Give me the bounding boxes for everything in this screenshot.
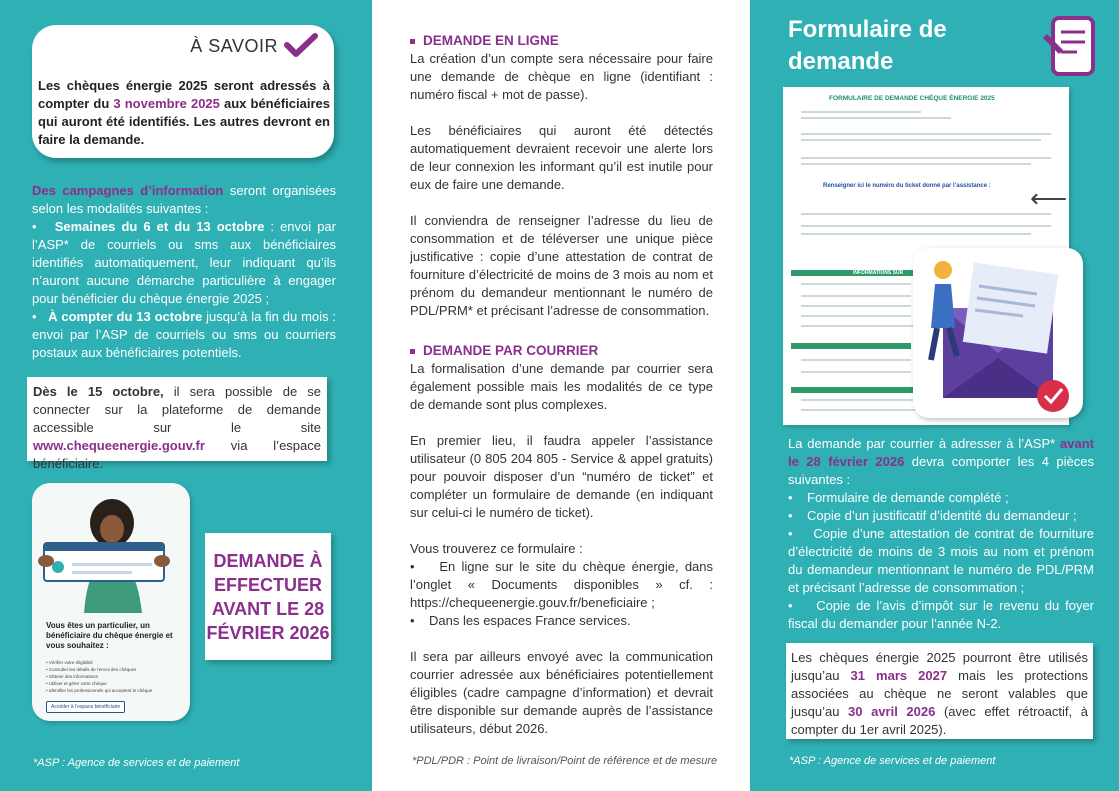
form-line [801, 213, 1051, 215]
oct15-box [27, 377, 327, 471]
piece-item: • Copie de l’avis d’impôt sur le revenu du foyer fiscal du demander pour l’année N-2. [788, 598, 1094, 631]
beneficiaire-card-title: Vous êtes un particulier, un bénéficiaire du chèque énergie et vous souhaitez : [46, 621, 173, 650]
form-doc-title: FORMULAIRE DE DEMANDE CHÈQUE ÉNERGIE 2025 [829, 95, 995, 102]
campagne-bullet-2: • À compter du 13 octobre jusqu’à la fin du mois : envoi par l’ASP de courriels ou sms ou courriers postaux aux bénéficiaires potentiels. [32, 309, 337, 360]
pieces-deadline: avant le 28 février 2026 [788, 436, 1094, 469]
courrier-paragraph-1: La formalisation d’une demande par courrier sera également possible mais les modalités de ce type de demande sont plus complexes. [410, 361, 713, 412]
demande-en-ligne-title [410, 32, 713, 50]
pieces-section [788, 435, 1094, 633]
campagnes-rest: seront organisées selon les modalités suivantes : [32, 183, 337, 216]
right-title [788, 14, 947, 78]
form-line [801, 133, 1051, 135]
list-item-text: Identifier les professionnels qui acceptent le chèque [48, 688, 153, 693]
right-title-line-2: demande [788, 48, 894, 75]
piece-item: • Copie d’une attestation de contrat de fourniture d’électricité de moins de 3 mois au nom et prénom du demandeur mentionnant le numéro de PDL/PRM et précisant l’adresse de consommation ; [788, 526, 1095, 595]
campagnes-lead: Des campagnes d’information [32, 183, 224, 198]
piece-item-text: Copie d’un justificatif d’identité du demandeur ; [807, 508, 1077, 523]
form-line [801, 399, 921, 401]
asp-footnote-left: *ASP : Agence de services et de paiement [33, 757, 240, 769]
list-item-text: Consulter les détails de l’envoi des chèques [48, 667, 137, 672]
beneficiaire-card [32, 483, 190, 721]
campagne-bullet-1: • Semaines du 6 et du 13 octobre : envoi par l’ASP* de courriels ou sms aux bénéficiaires identifiés automatiquement, leur indiquant qu’ils n’auront aucune démarche particulière à engager pour bénéficier du chèque énergie 2025 ; [32, 219, 336, 306]
oct15-bold: Dès le 15 octobre, [33, 384, 164, 399]
bullet2-text: jusqu’à la fin du mois : envoi par l’ASP de courriels ou sms ou courriers postaux aux bénéficiaires potentiels. [32, 309, 337, 360]
form-line [801, 371, 911, 373]
form-line [801, 139, 1041, 141]
checkmark-icon [284, 33, 318, 59]
demande-deadline-text: DEMANDE À EFFECTUER AVANT LE 28 FÉVRIER 2026 [206, 550, 330, 643]
a-savoir-text-end: aux bénéficiaires qui auront été identifiés. Les autres devront en faire la demande. [38, 96, 330, 147]
courrier-paragraph-2: En premier lieu, il faudra appeler l’assistance utilisateur (0 805 204 805 - Service & appel gratuits) pour pouvoir disposer d’un “numéro de ticket” et compléter un formulaire de demande (en indiquant sur celui-ci le numéro de ticket). [410, 433, 713, 520]
right-title-line-1: Formulaire de [788, 16, 947, 43]
a-savoir-date: 3 novembre 2025 [113, 96, 220, 111]
website-link[interactable]: www.chequeenergie.gouv.fr [33, 438, 205, 453]
asp-footnote-right: *ASP : Agence de services et de paiement [789, 755, 996, 767]
a-savoir-text-start: Les chèques énergie 2025 seront adressés à compter du [38, 78, 330, 111]
list-item-text: Utiliser et gérer votre chèque [48, 681, 107, 686]
form-ticket-label: Renseigner ici le numéro du ticket donné par l’assistance : [823, 183, 991, 189]
bullet-square-icon [410, 349, 415, 354]
woman-holding-cheque-illustration [32, 483, 190, 618]
form-line [801, 111, 921, 113]
ligne-paragraph-3: Il conviendra de renseigner l’adresse du lieu de consommation et de téléverser une unique pièce justificative : copie d’une attestation de contrat de fourniture d’électricité de moins de 3 mois au nom et prénom du demandeur mentionnant le numéro de PDL/PRM* et précisant l’adresse de consommation. [410, 213, 713, 318]
piece-item: • Formulaire de demande complété ; [788, 490, 1009, 505]
courrier-paragraph-4: Il sera par ailleurs envoyé avec la communication courrier adressée aux bénéficiaires potentiellement éligibles (cadre campagne d’information) et devrait être disponible sur demande auprès de l’assistance utilisateurs, début 2026. [410, 649, 713, 736]
form-line [801, 325, 921, 327]
form-line [801, 225, 1051, 227]
envelope-check-icon [913, 248, 1083, 418]
bullet2-bold: À compter du 13 octobre [48, 309, 203, 324]
validity-end: (avec effet rétroactif, à compter du 1er avril 2025). [791, 704, 1088, 737]
form-line [801, 117, 951, 119]
form-line [801, 295, 911, 297]
beneficiaire-list [46, 659, 186, 694]
form-section-label: INFORMATIONS SUR [853, 270, 904, 276]
a-savoir-header [190, 33, 318, 59]
form-line [801, 409, 921, 411]
validity-mid: mais les protections associées au chèque ne seront valables que jusqu’au [791, 668, 1088, 719]
validity-date-2: 30 avril 2026 [848, 704, 936, 719]
bullet1-text: : envoi par l’ASP* de courriels ou sms aux bénéficiaires identifiés automatiquement, leur indiquant qu’ils n’auront aucune démarche particulière à engager pour bénéficier du chèque énergie 2025 ; [32, 219, 336, 306]
demande-en-ligne-label: DEMANDE EN LIGNE [423, 33, 559, 48]
list-item: • Identifier les professionnels qui acceptent le chèque [46, 688, 153, 693]
form-line [801, 157, 1051, 159]
form-line [801, 305, 911, 307]
ligne-paragraph-2: Les bénéficiaires qui auront été détectés automatiquement devraient recevoir une alerte lors de leur connexion les informant qu’il est inutile pour eux de faire une demande. [410, 123, 713, 192]
campagnes-intro [32, 182, 336, 218]
list-item: • Utiliser et gérer votre chèque [46, 681, 107, 686]
cheque-label: chèque énergie [72, 551, 107, 557]
list-item: • Obtenir des informations [46, 674, 98, 679]
courrier-bullet-2-text: Dans les espaces France services. [429, 613, 631, 628]
piece-item: • Copie d’un justificatif d’identité du demandeur ; [788, 508, 1077, 523]
arrow-left-icon: ⟵ [1030, 183, 1068, 213]
piece-item-text: Copie de l’avis d’impôt sur le revenu du foyer fiscal du demander pour l’année N-2. [788, 598, 1094, 631]
validity-start: Les chèques énergie 2025 pourront être utilisés jusqu’au [791, 650, 1088, 683]
courrier-bullet-2: • Dans les espaces France services. [410, 613, 631, 628]
form-line [801, 359, 911, 361]
list-item-text: Obtenir des informations [48, 674, 98, 679]
demande-courrier-title [410, 342, 713, 360]
pieces-intro-end: devra comporter les 4 pièces suivantes : [788, 454, 1094, 487]
list-item: • Vérifier votre éligibilité [46, 660, 93, 665]
form-pencil-icon [1043, 12, 1107, 82]
form-section-bar [791, 343, 911, 349]
form-section-bar [791, 387, 921, 393]
courrier-bullet-1: • En ligne sur le site du chèque énergie, dans l’onglet « Documents disponibles » cf. : https://chequeenergie.gouv.fr/beneficiaire ; [410, 559, 714, 610]
envelope-illustration [913, 248, 1083, 418]
a-savoir-text [38, 77, 330, 149]
form-line [801, 315, 911, 317]
pieces-intro-start: La demande par courrier à adresser à l’ASP* [788, 436, 1061, 451]
courrier-paragraph-3: Vous trouverez ce formulaire : [410, 541, 583, 556]
demande-deadline-box [205, 533, 331, 660]
access-beneficiary-button[interactable]: Accéder à l’espace bénéficiaire [46, 701, 125, 713]
campagnes-section [32, 182, 336, 362]
pdl-footnote: *PDL/PDR : Point de livraison/Point de référence et de mesure [412, 755, 718, 767]
demande-courrier-section [410, 342, 713, 738]
bullet1-bold: Semaines du 6 et du 13 octobre [54, 219, 265, 234]
piece-item-text: Formulaire de demande complété ; [807, 490, 1009, 505]
cheques-validity-box [786, 643, 1093, 739]
demande-en-ligne-section [410, 32, 713, 320]
piece-item-text: Copie d’une attestation de contrat de fourniture d’électricité de moins de 3 mois au nom et prénom du demandeur mentionnant le numéro de PDL/PRM et précisant l’adresse de consommation ; [788, 526, 1095, 595]
ligne-paragraph-1: La création d’un compte sera nécessaire pour faire une demande de chèque en ligne (identifiant : numéro fiscal + mot de passe). [410, 51, 713, 102]
oct15-end: via l’espace bénéficiaire. [33, 438, 321, 471]
a-savoir-card [32, 25, 334, 158]
demande-courrier-label: DEMANDE PAR COURRIER [423, 343, 599, 358]
a-savoir-title: À SAVOIR [190, 35, 278, 56]
form-line [801, 163, 1031, 165]
form-line [801, 233, 1031, 235]
oct15-text: il sera possible de se connecter sur la plateforme de demande accessible sur le site [33, 384, 321, 435]
bullet-square-icon [410, 39, 415, 44]
list-item: • Consulter les détails de l’envoi des chèques [46, 667, 137, 672]
form-line [801, 283, 911, 285]
pieces-intro [788, 435, 1094, 489]
validity-date-1: 31 mars 2027 [850, 668, 948, 683]
courrier-bullet-1-text: En ligne sur le site du chèque énergie, dans l’onglet « Documents disponibles » cf. : https://chequeenergie.gouv.fr/beneficiaire ; [410, 559, 714, 610]
list-item-text: Vérifier votre éligibilité [48, 660, 93, 665]
